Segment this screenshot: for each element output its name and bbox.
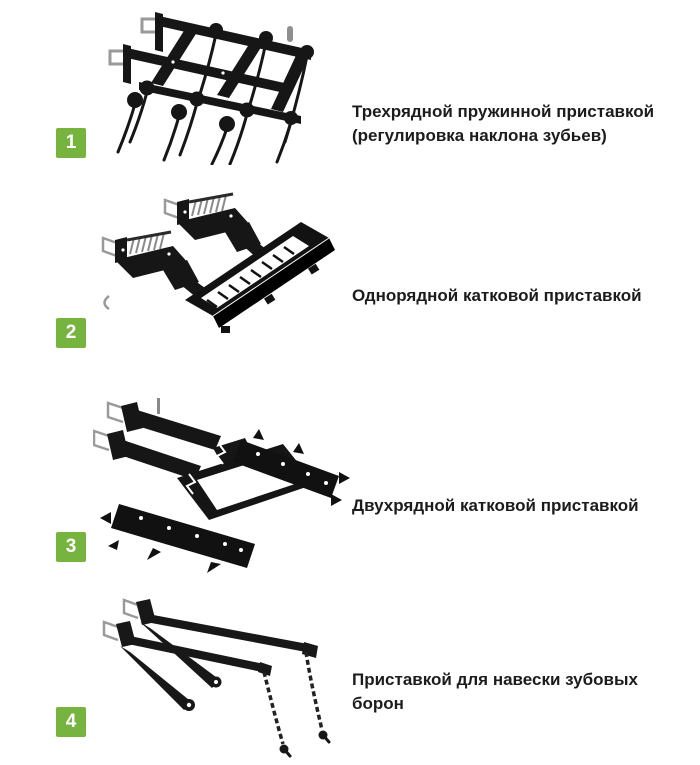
double-roller-drawing xyxy=(93,388,351,573)
item-label: Приставкой для навески зубовых борон xyxy=(352,670,638,714)
item-label: Двухрядной катковой приставкой xyxy=(352,496,639,515)
harrow-hitch-drawing xyxy=(86,588,344,763)
item-number-badge: 4 xyxy=(56,707,86,737)
three-row-spring-tine-attachment-illustration xyxy=(103,0,343,170)
item-label: Трехрядной пружинной приставкой (регулировка наклона зубьев) xyxy=(352,102,655,146)
item-number-badge: 1 xyxy=(56,128,86,158)
item-number-badge: 3 xyxy=(56,532,86,562)
item-number-badge: 2 xyxy=(56,318,86,348)
single-roller-drawing xyxy=(95,188,345,360)
item-label: Однорядной катковой приставкой xyxy=(352,286,642,305)
two-row-roller-attachment-illustration xyxy=(93,388,351,578)
tooth-harrow-hitch-attachment-illustration xyxy=(86,588,344,765)
spring-tine-drawing xyxy=(103,0,343,165)
single-row-roller-attachment-illustration xyxy=(95,188,345,365)
